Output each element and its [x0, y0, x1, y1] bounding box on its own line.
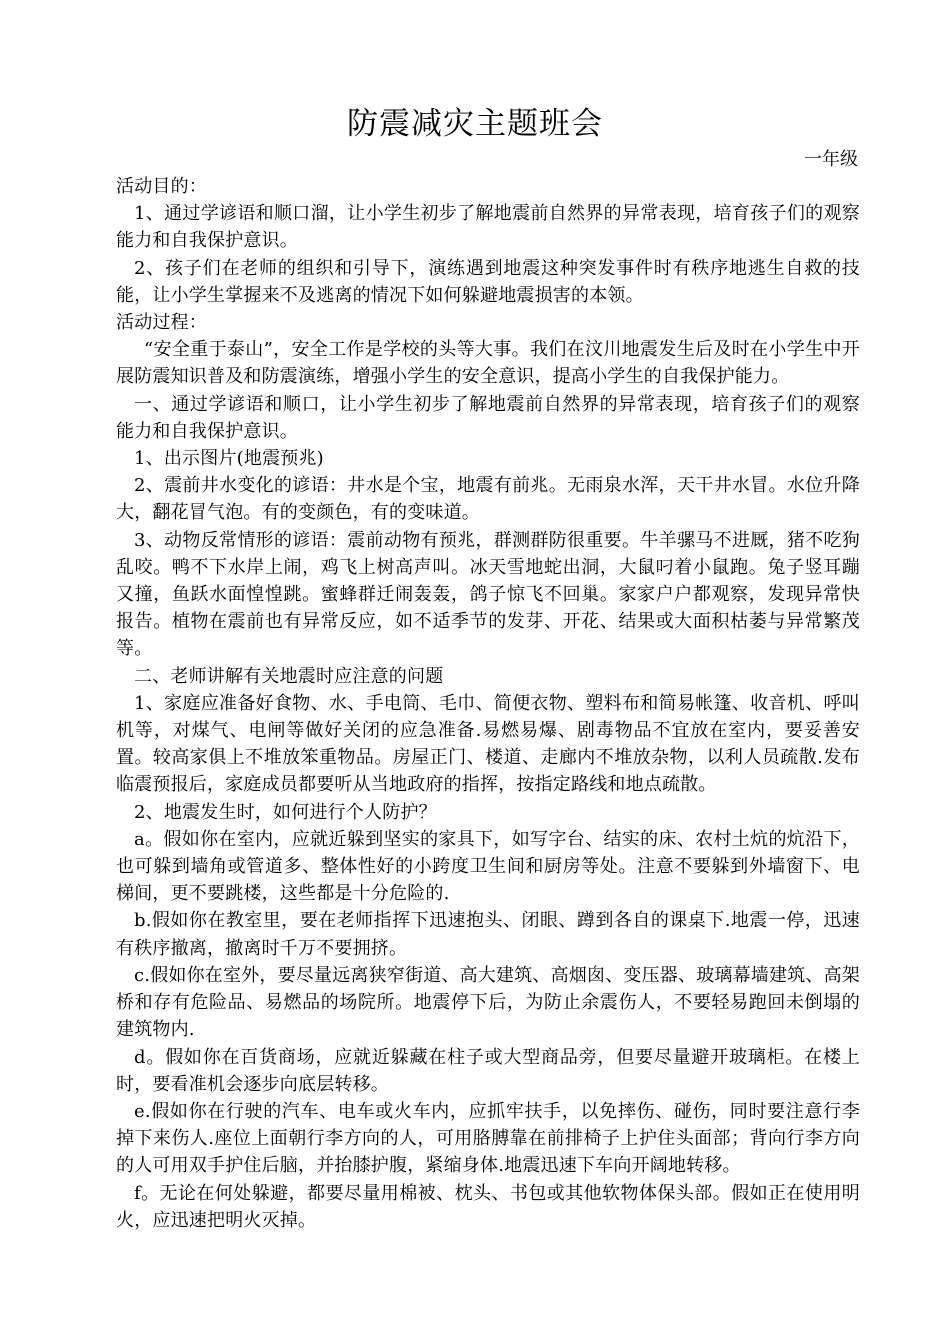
paragraph: d。假如你在百货商场，应就近躲藏在柱子或大型商品旁，但要尽量避开玻璃柜。在楼上时，要看准机会逐步向底层转移。 [116, 1046, 860, 1095]
grade-label: 一年级 [804, 149, 858, 170]
paragraph: a。假如你在室内，应就近躲到坚实的家具下，如写字台、结实的床、农村土炕的炕沿下，也可躲到墙角或管道多、整体性好的小跨度卫生间和厨房等处。注意不要躲到外墙窗下、电梯间，更不要跳楼，这些都是十分危险的. [116, 828, 860, 905]
paragraph: 活动过程： [116, 312, 207, 334]
paragraph: 2、震前井水变化的谚语：井水是个宝，地震有前兆。无雨泉水浑，天干井水冒。水位升降大，翻花冒气泡。有的变颜色，有的变味道。 [116, 475, 860, 524]
paragraph: 二、老师讲解有关地震时应注意的问题 [134, 665, 444, 687]
paragraph: 1、出示图片(地震预兆) [134, 448, 324, 470]
paragraph: f。无论在何处躲避，都要尽量用棉被、枕头、书包或其他软物体保头部。假如正在使用明火，应迅速把明火灭掉。 [116, 1182, 860, 1231]
paragraph: 2、地震发生时，如何进行个人防护？ [134, 801, 437, 823]
paragraph: 1、通过学谚语和顺口溜，让小学生初步了解地震前自然界的异常表现，培育孩子们的观察能力和自我保护意识。 [116, 203, 860, 252]
document-title: 防震减灾主题班会 [347, 106, 603, 142]
paragraph: 活动目的： [116, 176, 207, 197]
paragraph: 1、家庭应准备好食物、水、手电筒、毛巾、简便衣物、塑料布和简易帐篷、收音机、呼叫机等，对煤气、电闸等做好关闭的应急准备.易燃易爆、剧毒物品不宜放在室内，要妥善安置。较高家俱上不堆放笨重物品。房屋正门、楼道、走廊内不堆放杂物，以利人员疏散.发布临震预报后，家庭成员都要听从当地政府的指挥，按指定路线和地点疏散。 [116, 692, 860, 796]
paragraph: c.假如你在室外，要尽量远离狭窄街道、高大建筑、高烟囱、变压器、玻璃幕墙建筑、高架桥和存有危险品、易燃品的场院所。地震停下后，为防止余震伤人，不要轻易跑回未倒塌的建筑物内. [116, 964, 860, 1041]
paragraph: 2、孩子们在老师的组织和引导下，演练遇到地震这种突发事件时有秩序地逃生自救的技能，让小学生掌握来不及逃离的情况下如何躲避地震损害的本领。 [116, 257, 860, 306]
paragraph: 一、通过学谚语和顺口，让小学生初步了解地震前自然界的异常表现，培育孩子们的观察能力和自我保护意识。 [116, 393, 860, 442]
paragraph: e.假如你在行驶的汽车、电车或火车内，应抓牢扶手，以免摔伤、碰伤，同时要注意行李掉下来伤人.座位上面朝行李方向的人，可用胳膊靠在前排椅子上护住头面部；背向行李方向的人可用双手护住后脑，并抬膝护腹，紧缩身体.地震迅速下车向开阔地转移。 [116, 1100, 860, 1177]
paragraph: 3、动物反常情形的谚语：震前动物有预兆，群测群防很重要。牛羊骡马不进厩，猪不吃狗乱咬。鸭不下水岸上闹，鸡飞上树高声叫。冰天雪地蛇出洞，大鼠叼着小鼠跑。兔子竖耳蹦又撞，鱼跃水面惶惶跳。蜜蜂群迁闹轰轰，鸽子惊飞不回巢。家家户户都观察，发现异常快报告。植物在震前也有异常反应，如不适季节的发芽、开花、结果或大面积枯萎与异常繁茂等。 [116, 529, 860, 660]
paragraph: b.假如你在教室里，要在老师指挥下迅速抱头、闭眼、蹲到各自的课桌下.地震一停，迅速有秩序撤离，撤离时千万不要拥挤。 [116, 910, 860, 959]
document-body [116, 173, 860, 1234]
paragraph: “安全重于泰山”，安全工作是学校的头等大事。我们在汶川地震发生后及时在小学生中开展防震知识普及和防震演练，增强小学生的安全意识，提高小学生的自我保护能力。 [116, 339, 860, 388]
